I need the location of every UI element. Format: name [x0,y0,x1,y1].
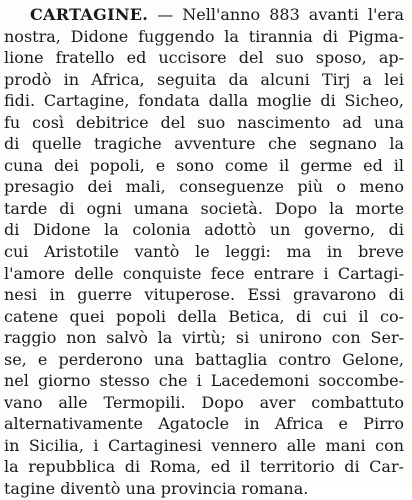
text-line: prodò in Africa, seguita da alcuni Tirj a lei [4,69,404,89]
text-line: catene quei popoli della Betica, di cui il co- [4,306,404,326]
entry-headword: CARTAGINE. [30,5,149,24]
text-line: nesi in guerre vituperose. Essi gravarono di [4,285,404,305]
text-line: di quelle tragiche avventure che segnano la [4,134,404,154]
text-line: raggio non salvò la virtù; si unirono con Ser- [4,328,404,348]
text-line: tagine diventò una provincia romana. [4,479,309,499]
text-line: nostra, Didone fuggendo la tirannia di Pigma- [4,26,404,46]
text-line: la repubblica di Roma, ed il territorio di Car- [4,457,404,477]
text-line: presagio dei mali, conseguenze più o meno [4,177,404,197]
text-line: in Sicilia, i Cartaginesi vennero alle mani con [4,435,404,455]
text-line: l'amore delle conquiste fece entrare i Cartagi- [4,263,404,283]
text-line: vano alle Termopili. Dopo aver combattuto [4,392,404,412]
text-line: cuna dei popoli, e sono come il germe ed il [4,155,404,175]
text-line: lione fratello ed uccisore del suo sposo, ap- [4,48,404,68]
text-line: se, e perderono una battaglia contro Gelone, [4,349,404,369]
text-line: nel giorno stesso che i Lacedemoni soccombe- [4,371,404,391]
text-line: alternativamente Agatocle in Africa e Pirro [4,414,404,434]
text-line: fu così debitrice del suo nascimento ad una [4,112,404,132]
text-line: cui Aristotile vantò le leggi: ma in breve [4,242,404,262]
text-line [0,4,412,26]
text-line: di Didone la colonia adottò un governo, di [4,220,404,240]
encyclopedia-entry [0,4,412,500]
text-line: tarde di ogni umana società. Dopo la morte [4,198,404,218]
text-line: fidi. Cartagine, fondata dalla moglie di Sicheo, [4,91,404,111]
line-text: — Nell'anno 883 avanti l'era [148,5,404,24]
